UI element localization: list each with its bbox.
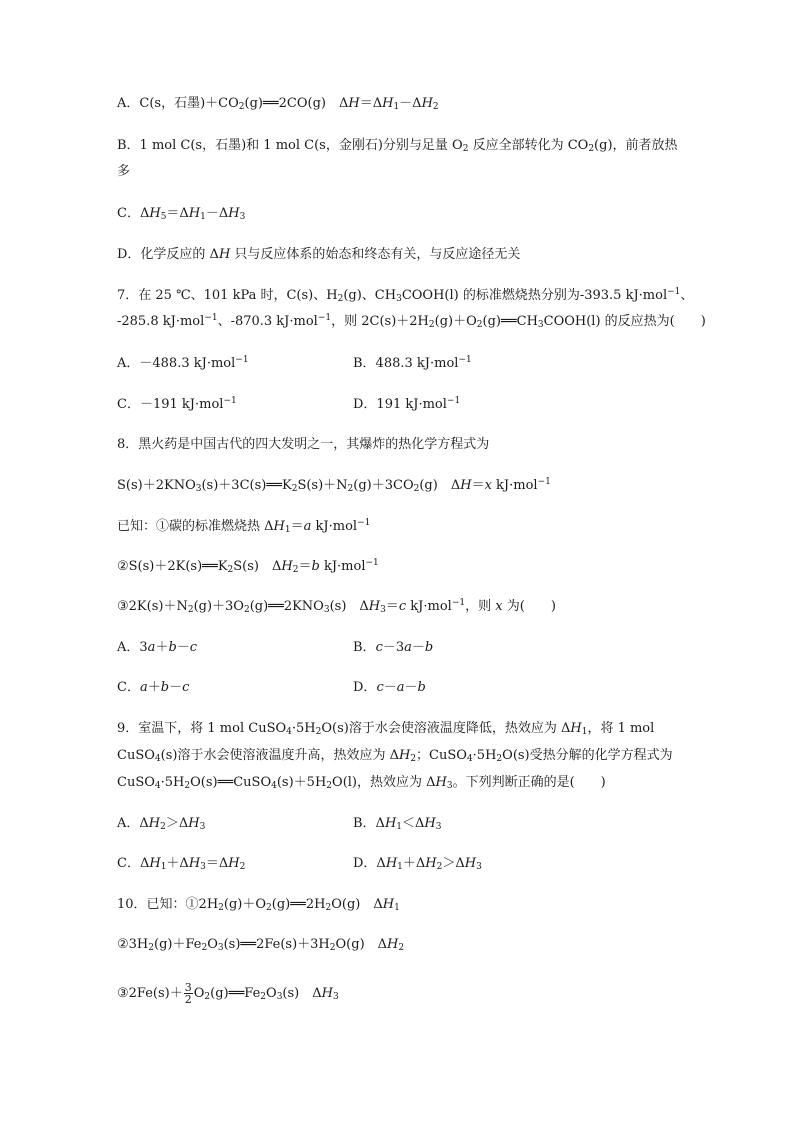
- q7-option-a: A．－488.3 kJ·mol$^{-1}$: [117, 355, 249, 371]
- q9-option-d: D．$\Delta H_1+\Delta H_2>\Delta H_3$: [353, 856, 482, 872]
- q6-option-b-line2: 多: [117, 164, 131, 179]
- q6-option-a: A．C(s，石墨)$+CO_2(g)══2CO(g)$ $\Delta H=\Delta H_1-\Delta H_2$: [117, 96, 439, 112]
- q7-stem-line2: -285.8 kJ·mol$^{-1}$、-870.3 kJ·mol$^{-1}$，则 $2C(s)+2H_2(g)+O_2(g)══CH_3COOH(l)$ 的反应热为( ): [117, 313, 706, 330]
- q8-equation: $S(s)+2KNO_3(s)+3C(s)══K_2S(s)+N_2(g)+3CO_2(g)$ ΔH＝x kJ·mol$^{-1}$: [117, 477, 551, 494]
- q7-stem-line1: 7．在 25 ℃、101 kPa 时，C(s)、$H_2(g)$、$CH_3COOH(l)$ 的标准燃烧热分别为-393.5 kJ·mol$^{-1}$、: [117, 287, 694, 304]
- q9-stem-line1: 9．室温下，将 1 mol $CuSO_4\cdot 5H_2O(s)$溶于水会使溶液温度降低，热效应为 $\Delta H_1$，将 1 mol: [117, 721, 655, 737]
- q7-option-d: D．191 kJ·mol$^{-1}$: [353, 396, 461, 412]
- fraction-three-halves: $\frac{3}{2}$: [184, 981, 192, 1006]
- q8-option-d: D．c－a－b: [353, 680, 426, 695]
- q9-option-c: C．$\Delta H_1+\Delta H_3=\Delta H_2$: [117, 856, 246, 872]
- q6-option-b-line1: B．1 mol C(s，石墨)和 1 mol C(s，金刚石)分别与足量 $O_2$ 反应全部转化为 $CO_2(g)$，前者放热: [117, 138, 678, 154]
- q8-known-2: $②S(s)+2K(s)══K_2S(s)$ $\Delta H_2=b$ kJ·mol$^{-1}$: [117, 558, 379, 575]
- q9-stem-line3: $CuSO_4\cdot 5H_2O(s)══CuSO_4(s)+5H_2O(l)$，热效应为 $\Delta H_3$。下列判断正确的是( ): [117, 775, 606, 791]
- q10-equation-2: $②3H_2(g)+Fe_2O_3(s)══2Fe(s)+3H_2O(g)$ $\Delta H_2$: [117, 937, 405, 953]
- q6-option-d: D．化学反应的 ΔH 只与反应体系的始态和终态有关，与反应途径无关: [117, 247, 521, 262]
- q8-option-c: C．a＋b－c: [117, 680, 190, 695]
- q7-option-b: B．488.3 kJ·mol$^{-1}$: [353, 355, 472, 371]
- q10-equation-1: 10．已知：$①2H_2(g)+O_2(g)══2H_2O(g)$ $\Delta H_1$: [117, 897, 400, 913]
- q8-known-1: 已知：①碳的标准燃烧热 $\Delta H_1=a$ kJ·mol$^{-1}$: [117, 518, 371, 535]
- q9-option-b: B．$\Delta H_1<\Delta H_3$: [353, 816, 442, 832]
- q8-stem: 8．黑火药是中国古代的四大发明之一，其爆炸的热化学方程式为: [117, 437, 490, 452]
- q6-option-c: C．$\Delta H_5=\Delta H_1-\Delta H_3$: [117, 206, 246, 222]
- q8-known-3: $③2K(s)+N_2(g)+3O_2(g)══2KNO_3(s)$ $\Delta H_3=c$ kJ·mol$^{-1}$，则 x 为( ): [117, 598, 556, 615]
- q8-option-b: B．c－3a－b: [353, 640, 434, 655]
- q9-option-a: A．$\Delta H_2>\Delta H_3$: [117, 816, 206, 832]
- q10-equation-3: ③2Fe(s)＋ $\frac{3}{2}$ $O_2(g)══Fe_2O_3(s)$ $\Delta H_3$: [117, 981, 339, 1006]
- q8-option-a: A．3a＋b－c: [117, 640, 198, 655]
- q7-option-c: C．－191 kJ·mol$^{-1}$: [117, 396, 237, 412]
- q9-stem-line2: CuSO$_4$(s)溶于水会使溶液温度升高，热效应为 $\Delta H_2$；$CuSO_4\cdot 5H_2O(s)$受热分解的化学方程式为: [117, 748, 673, 764]
